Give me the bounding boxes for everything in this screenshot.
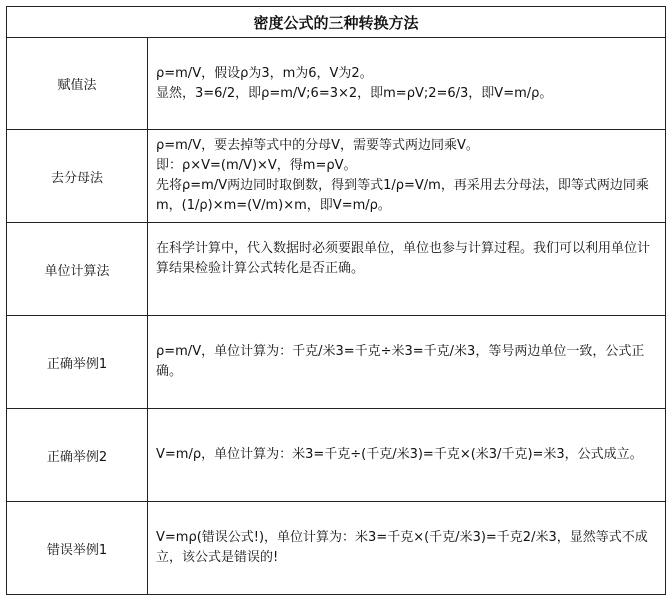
description-line: V=m/ρ，单位计算为：米3=千克÷(千克/米3)=千克×(米3/千克)=米3，公式成立。	[156, 447, 643, 462]
method-name: 赋值法	[7, 38, 148, 130]
table-row	[7, 502, 666, 595]
method-description	[148, 316, 666, 409]
method-name: 去分母法	[7, 130, 148, 223]
method-description	[148, 38, 666, 130]
method-description	[148, 502, 666, 595]
table-row	[7, 38, 666, 130]
method-description	[148, 409, 666, 502]
description-line: 先将ρ=m/V两边同时取倒数，得到等式1/ρ=V/m，再采用去分母法，即等式两边同乘m，(1/ρ)×m=(V/m)×m，即V=m/ρ。	[156, 178, 649, 213]
description-line: V=mρ(错误公式!)，单位计算为：米3=千克×(千克/米3)=千克2/米3，显然等式不成立，该公式是错误的!	[156, 530, 648, 565]
description-line: ρ=m/V，单位计算为：千克/米3=千克÷米3=千克/米3，等号两边单位一致，公式正确。	[156, 344, 645, 379]
table-row	[7, 130, 666, 223]
table-row	[7, 316, 666, 409]
table-row	[7, 223, 666, 316]
description-line: 即：ρ×V=(m/V)×V，得m=ρV。	[156, 158, 357, 173]
method-description	[148, 223, 666, 316]
table-row	[7, 409, 666, 502]
method-name: 正确举例2	[7, 409, 148, 502]
method-name: 错误举例1	[7, 502, 148, 595]
description-line: ρ=m/V，要去掉等式中的分母V，需要等式两边同乘V。	[156, 138, 479, 153]
method-name: 单位计算法	[7, 223, 148, 316]
table-title: 密度公式的三种转换方法	[7, 7, 666, 38]
method-name: 正确举例1	[7, 316, 148, 409]
description-line: 在科学计算中，代入数据时必须要跟单位，单位也参与计算过程。我们可以利用单位计算结果检验计算公式转化是否正确。	[156, 241, 651, 276]
description-line: ρ=m/V，假设ρ为3，m为6，V为2。	[156, 65, 373, 81]
density-formula-table	[6, 6, 666, 595]
method-description	[148, 130, 666, 223]
description-line: 显然，3=6/2，即ρ=m/V;6=3×2，即m=ρV;2=6/3，即V=m/ρ。	[156, 85, 553, 101]
